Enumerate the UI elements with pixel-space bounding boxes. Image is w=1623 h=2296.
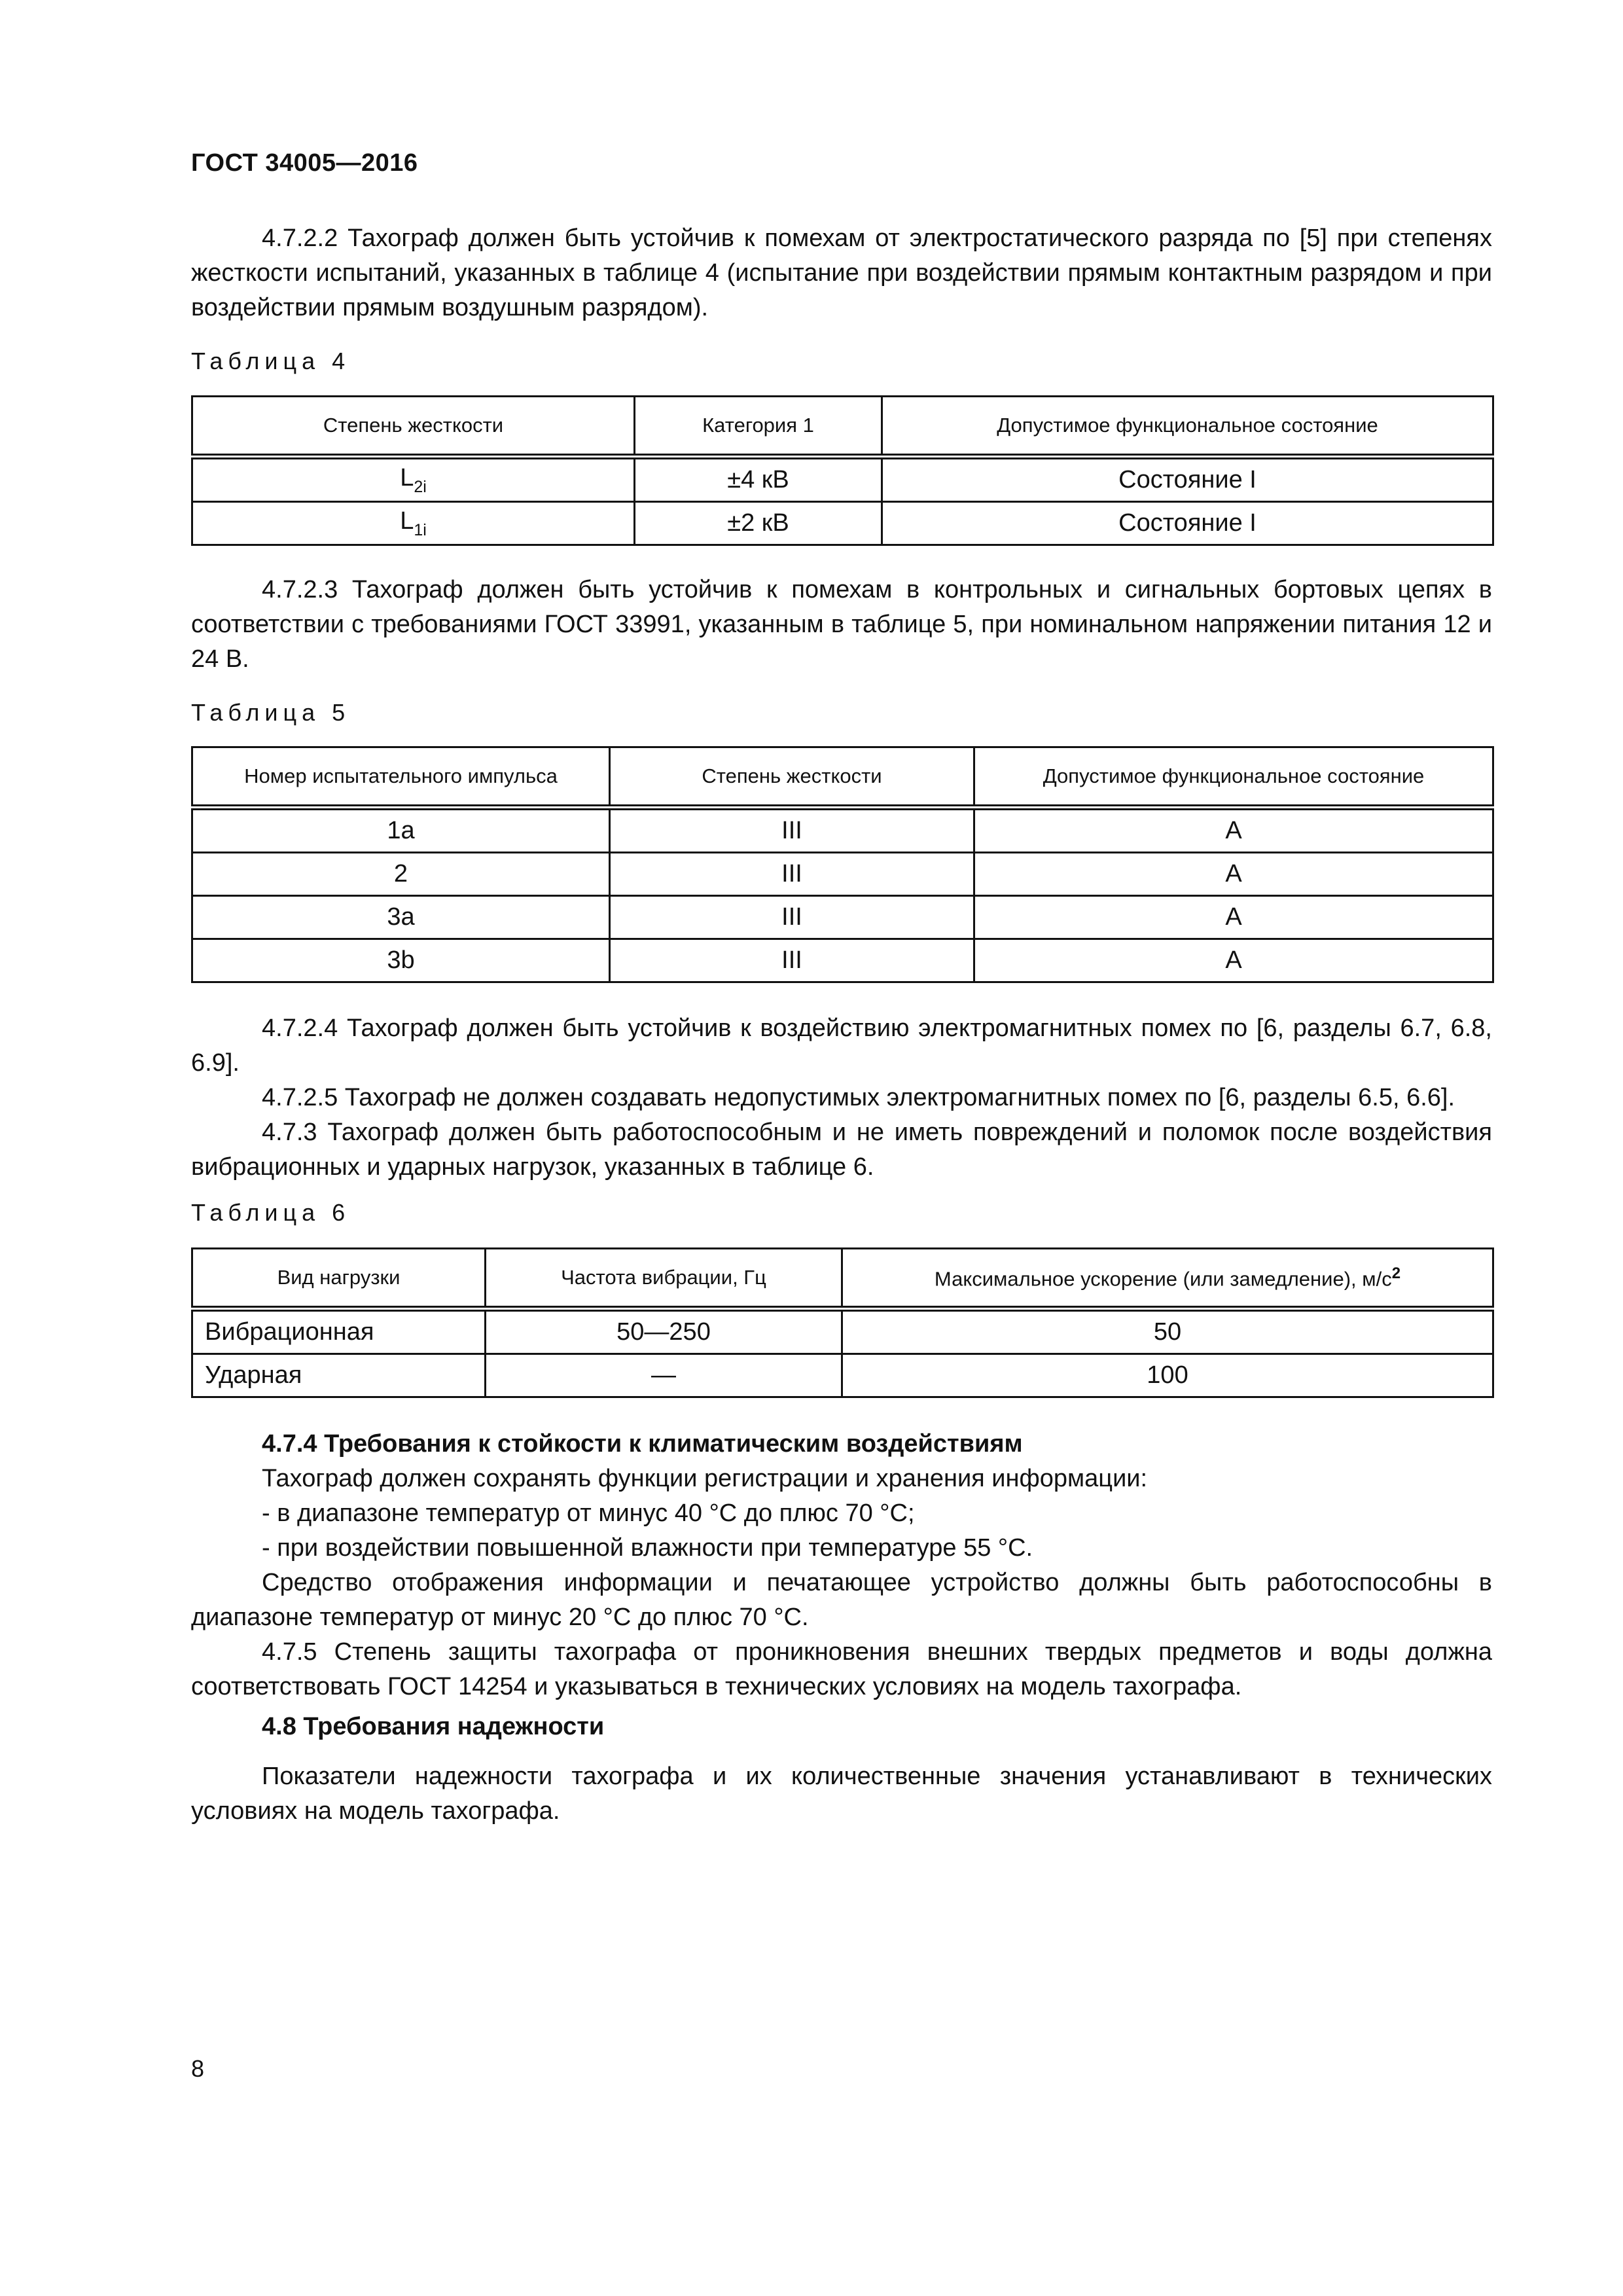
table5-header-level: Степень жесткости — [610, 747, 974, 808]
table-row — [192, 1309, 1493, 1354]
table6-header-load: Вид нагрузки — [192, 1249, 486, 1309]
table4-header-state: Допустимое функциональное состояние — [882, 397, 1493, 457]
table5-cell: III — [610, 808, 974, 853]
para-4723-block — [191, 573, 1492, 677]
section-48 — [191, 1710, 1492, 1744]
table5-header-state: Допустимое функциональное состояние — [974, 747, 1493, 808]
table4-header-level: Степень жесткости — [192, 397, 635, 457]
section-474 — [191, 1427, 1492, 1704]
section-474-title: 4.7.4 Требования к стойкости к климатическим воздействиям — [262, 1430, 1023, 1458]
table6-cell: Ударная — [192, 1354, 486, 1397]
table6-cell: 100 — [842, 1354, 1493, 1397]
table4-block — [191, 395, 1492, 546]
table5-cell: A — [974, 939, 1493, 982]
table6-cell: 50—250 — [486, 1309, 842, 1354]
table-row — [192, 896, 1493, 939]
para-group-4724-473 — [191, 1011, 1492, 1185]
para-4725: 4.7.2.5 Тахограф не должен создавать недопустимых электромагнитных помех по [6, разделы 6.5, 6.6]. — [262, 1084, 1455, 1111]
table4-level-cell — [192, 502, 635, 545]
table5-cell: III — [610, 853, 974, 896]
table5-cell: III — [610, 896, 974, 939]
table6-cell: 50 — [842, 1309, 1493, 1354]
table5-cell: 3b — [192, 939, 610, 982]
level-letter: L — [400, 507, 414, 535]
table-row — [192, 939, 1493, 982]
table-row — [192, 502, 1493, 545]
table4-state-cell: Состояние I — [882, 457, 1493, 502]
table6-header-frequency: Частота вибрации, Гц — [486, 1249, 842, 1309]
table-row — [192, 1354, 1493, 1397]
page-number: 8 — [191, 2055, 205, 2082]
table6-cell: Вибрационная — [192, 1309, 486, 1354]
level-subscript: 1i — [414, 520, 427, 539]
table5-cell: A — [974, 896, 1493, 939]
table6-header-acceleration — [842, 1249, 1493, 1309]
table6-cell: — — [486, 1354, 842, 1397]
para-473: 4.7.3 Тахограф должен быть работоспособным и не иметь повреждений и поломок после воздействия вибрационных и ударных нагрузок, указанных в таблице 6. — [191, 1119, 1492, 1181]
table4-category-cell: ±4 кВ — [635, 457, 882, 502]
section-474-item1: - в диапазоне температур от минус 40 °С до плюс 70 °С; — [262, 1499, 915, 1527]
table6-caption: Таблица 6 — [191, 1199, 351, 1226]
table6 — [191, 1247, 1494, 1398]
table5-cell: III — [610, 939, 974, 982]
section-474-para: Средство отображения информации и печатающее устройство должны быть работоспособны в диапазоне температур от минус 20 °С до плюс 70 °С. — [191, 1569, 1492, 1631]
para-4723: 4.7.2.3 Тахограф должен быть устойчив к помехам в контрольных и сигнальных бортовых цепях в соответствии с требованиями ГОСТ 33991, указанным в таблице 5, при номинальном напряжении питания 12 и 24 В. — [191, 576, 1492, 673]
table-row — [192, 457, 1493, 502]
table5-cell: 3a — [192, 896, 610, 939]
table5-block — [191, 746, 1492, 983]
section-474-intro: Тахограф должен сохранять функции регистрации и хранения информации: — [262, 1465, 1148, 1492]
table-row — [192, 808, 1493, 853]
table-row — [192, 853, 1493, 896]
para-4724: 4.7.2.4 Тахограф должен быть устойчив к воздействию электромагнитных помех по [6, разделы 6.7, 6.8, 6.9]. — [191, 1014, 1492, 1077]
section-474-item2: - при воздействии повышенной влажности при температуре 55 °С. — [262, 1534, 1033, 1562]
table5-cell: A — [974, 808, 1493, 853]
acceleration-label: Максимальное ускорение (или замедление), м/с — [934, 1267, 1392, 1291]
table4-state-cell: Состояние I — [882, 502, 1493, 545]
table5-cell: 1a — [192, 808, 610, 853]
table6-block — [191, 1247, 1492, 1398]
table4-level-cell — [192, 457, 635, 502]
table4 — [191, 395, 1494, 546]
acceleration-unit-superscript: 2 — [1391, 1264, 1401, 1282]
level-subscript: 2i — [414, 477, 427, 496]
section-48-title: 4.8 Требования надежности — [262, 1713, 605, 1740]
table5-caption: Таблица 5 — [191, 699, 351, 726]
table5-cell: 2 — [192, 853, 610, 896]
table4-category-cell: ±2 кВ — [635, 502, 882, 545]
para-4722-block — [191, 221, 1492, 325]
para-475: 4.7.5 Степень защиты тахографа от проникновения внешних твердых предметов и воды должна соответствовать ГОСТ 14254 и указываться в технических условиях на модель тахографа. — [191, 1638, 1492, 1700]
section-48-para: Показатели надежности тахографа и их количественные значения устанавливают в технических условиях на модель тахографа. — [191, 1763, 1492, 1825]
table5 — [191, 746, 1494, 983]
table4-header-category: Категория 1 — [635, 397, 882, 457]
section-48-body — [191, 1759, 1492, 1829]
table5-cell: A — [974, 853, 1493, 896]
doc-header: ГОСТ 34005—2016 — [191, 149, 418, 177]
table4-caption: Таблица 4 — [191, 348, 351, 374]
table5-header-pulse: Номер испытательного импульса — [192, 747, 610, 808]
level-letter: L — [400, 463, 414, 492]
para-4722: 4.7.2.2 Тахограф должен быть устойчив к помехам от электростатического разряда по [5] при степенях жесткости испытаний, указанных в таблице 4 (испытание при воздействии прямым контактным разрядом и при воздействии прямым воздушным разрядом). — [191, 224, 1492, 321]
